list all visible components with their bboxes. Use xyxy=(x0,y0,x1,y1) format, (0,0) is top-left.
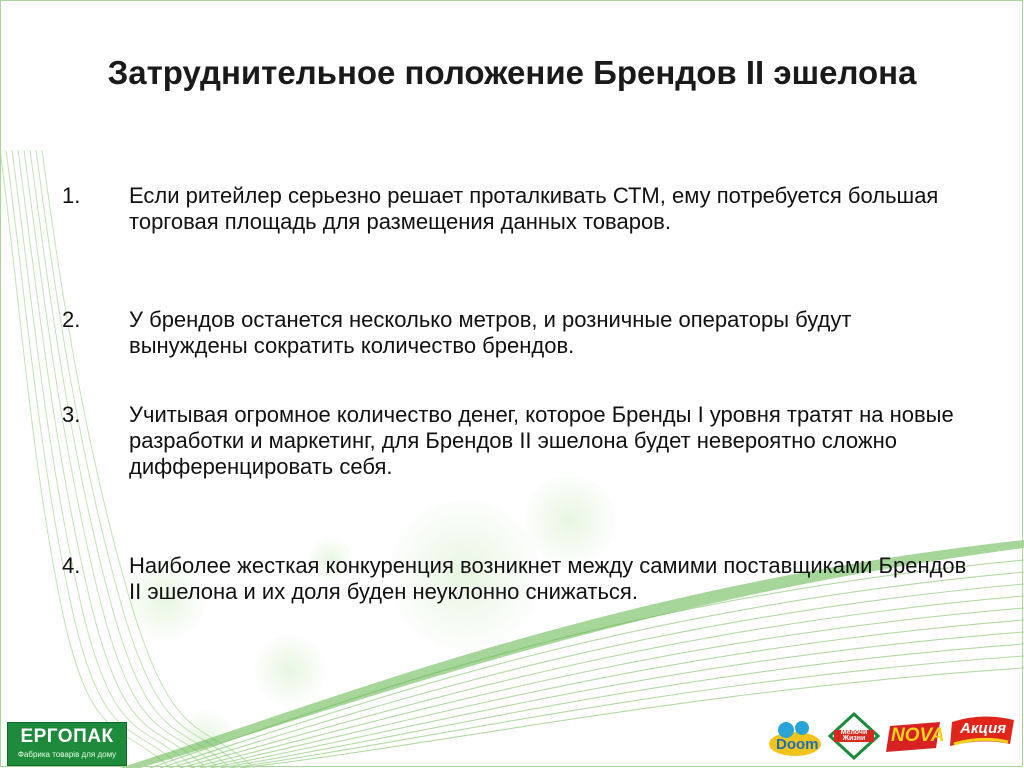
bubble xyxy=(525,475,615,565)
nova-logo-text: NOVA xyxy=(891,725,945,746)
melochi-zhizni-logo-text: Мелочи Жизни xyxy=(840,729,868,742)
melochi-zhizni-logo xyxy=(828,712,880,760)
doom-logo xyxy=(766,716,824,760)
list-item-number: 1. xyxy=(62,183,81,208)
list-item-text: У брендов останется несколько метров, и розничные операторы будут вынуждены сократить количество брендов. xyxy=(129,307,852,358)
list-item-text: Наиболее жесткая конкуренция возникнет между самими поставщиками Брендов II эшелона и их доля буден неуклонно снижаться. xyxy=(129,553,967,604)
list-item-text: Учитывая огромное количество денег, которое Бренды I уровня тратят на новые разработки и маркетинг, для Брендов II эшелона будет невероятно сложно дифференцировать себя. xyxy=(129,402,954,479)
ergopak-logo xyxy=(7,722,127,766)
list-item-number: 4. xyxy=(62,553,81,578)
nova-logo xyxy=(886,722,945,752)
list-item-number: 2. xyxy=(62,307,81,332)
aktsiya-logo-text: Акция xyxy=(960,720,1007,737)
page-title: Затруднительное положение Брендов II эшелона xyxy=(107,54,917,91)
ergopak-logo-name: ЕРГОПАК xyxy=(20,726,114,747)
ergopak-logo-tagline: Фабрика товарів для дому xyxy=(17,750,117,759)
doom-logo-text: Doom xyxy=(776,736,819,753)
list-item-number: 3. xyxy=(62,402,81,427)
aktsiya-logo xyxy=(948,714,1016,750)
bubble xyxy=(255,635,325,705)
list-item-text: Если ритейлер серьезно решает проталкивать СТМ, ему потребуется большая торговая площадь для размещения данных товаров. xyxy=(129,183,939,234)
